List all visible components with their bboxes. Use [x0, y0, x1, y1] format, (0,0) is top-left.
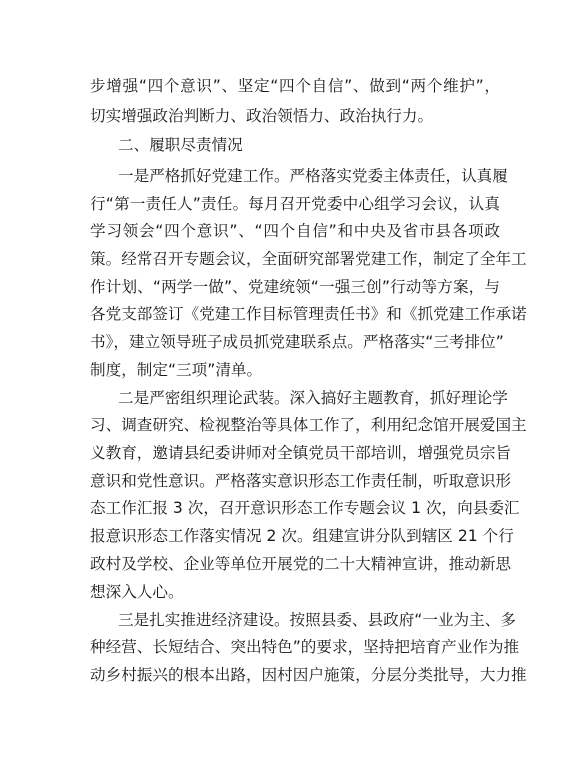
text-line: 一是严格抓好党建工作。严格落实党委主体责任，认真履 — [118, 167, 508, 185]
text-line: 报意识形态工作落实情况 2 次。组建宣讲分队到辖区 21 个行 — [90, 527, 514, 545]
text-line: 学习领会“四个意识”、“四个自信”和中央及省市县各项政 — [90, 222, 500, 240]
text-line: 习、调查研究、检视整治等具体工作了，利用纪念馆开展爱国主 — [90, 416, 527, 434]
text-line: 想深入人心。 — [90, 583, 184, 601]
text-line: 种经营、长短结合、突出特色”的要求，坚持把培育产业作为推 — [90, 638, 520, 656]
text-line: 各党支部签订《党建工作目标管理责任书》和《抓党建工作承诺 — [90, 305, 527, 323]
text-line: 二是严密组织理论武装。深入搞好主题教育，抓好理论学 — [118, 389, 508, 407]
text-line: 态工作汇报 3 次，召开意识形态工作专题会议 1 次，向县委汇 — [90, 499, 520, 517]
text-line: 动乡村振兴的根本出路，因村因户施策，分层分类批导，大力推 — [90, 666, 527, 684]
text-line: 切实增强政治判断力、政治领悟力、政治执行力。 — [90, 107, 434, 125]
text-line: 步增强“四个意识”、坚定“四个自信”、做到“两个维护”， — [90, 77, 500, 95]
text-line: 义教育，邀请县纪委讲师对全镇党员干部培训，增强党员宗旨 — [90, 444, 512, 462]
section-heading: 二、履职尽责情况 — [118, 136, 243, 154]
text-line: 作计划、“两学一做”、党建统领“一强三创”行动等方案，与 — [90, 278, 500, 296]
text-line: 制度，制定“三项”清单。 — [90, 361, 263, 379]
text-line: 政村及学校、企业等单位开展党的二十大精神宣讲，推动新思 — [90, 555, 512, 573]
text-line: 行“第一责任人”责任。每月召开党委中心组学习会议，认真 — [90, 195, 500, 213]
text-line: 策。经常召开专题会议，全面研究部署党建工作，制定了全年工 — [90, 250, 527, 268]
text-line: 三是扎实推进经济建设。按照县委、县政府“一业为主、多 — [118, 611, 516, 629]
text-line: 意识和党性意识。严格落实意识形态工作责任制，听取意识形 — [90, 472, 512, 490]
text-line: 书》，建立领导班子成员抓党建联系点。严格落实“三考排位” — [90, 333, 504, 351]
